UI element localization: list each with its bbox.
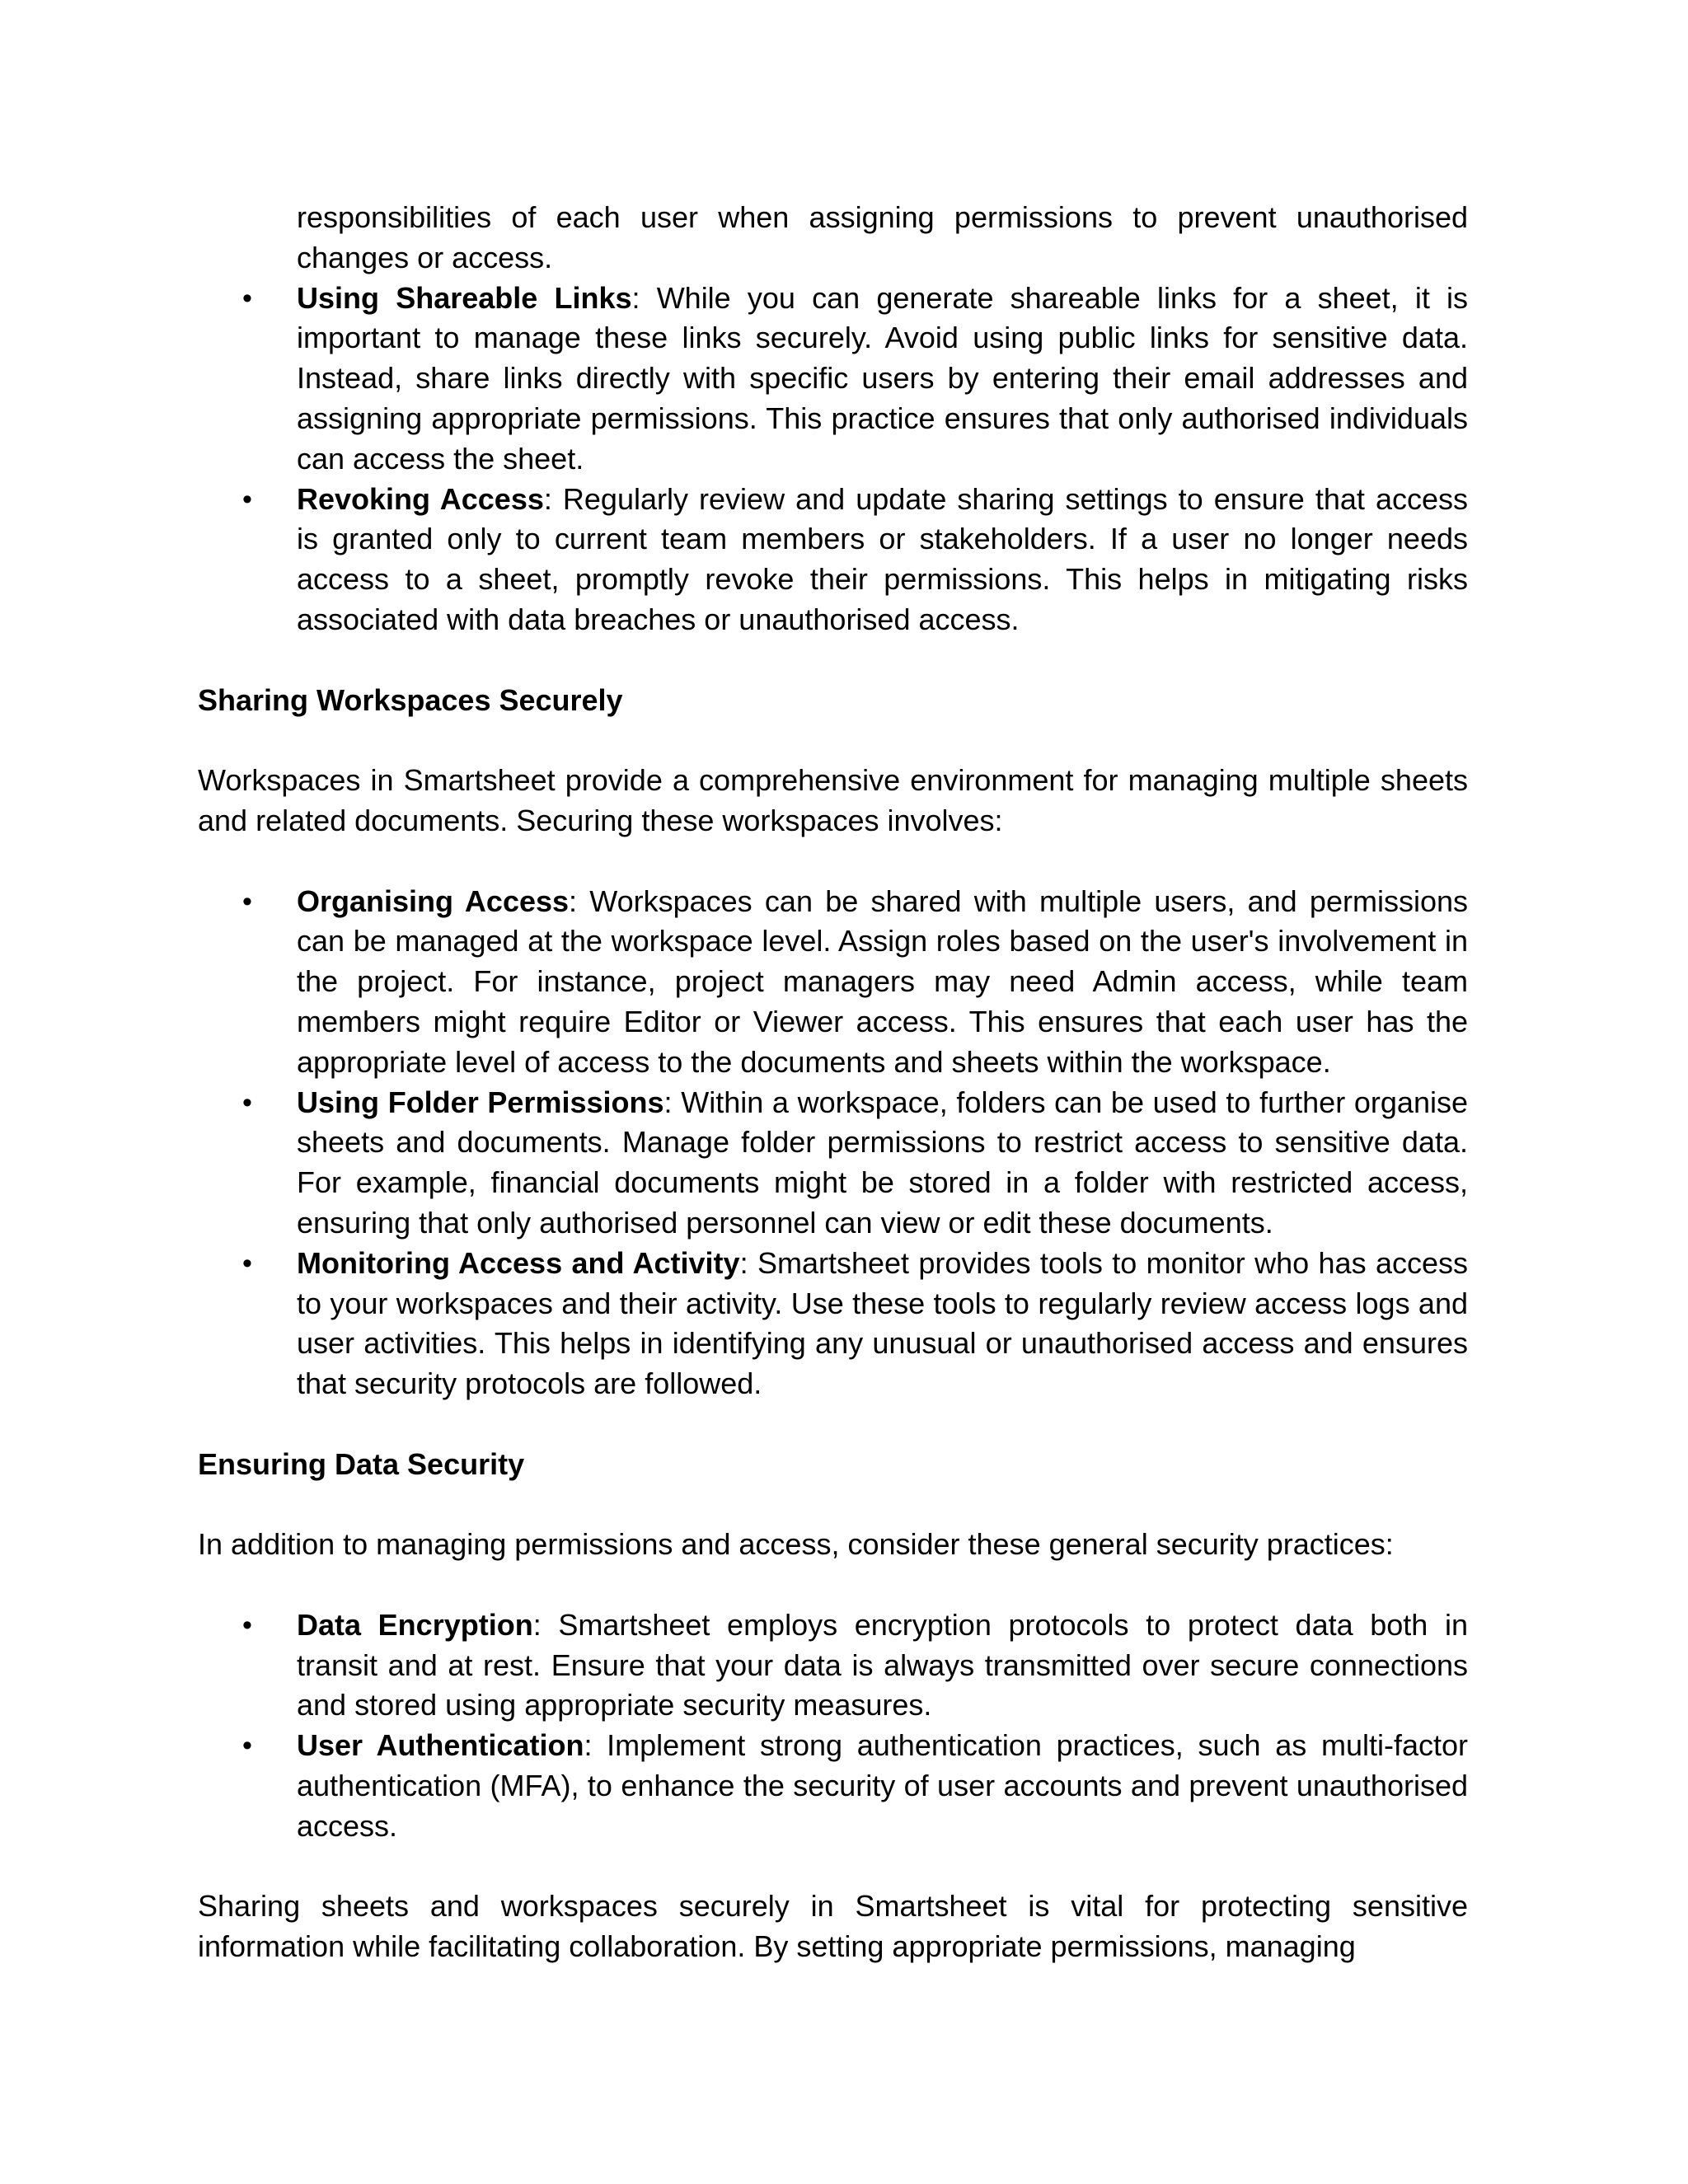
spacer (198, 640, 1468, 681)
bullet-term: User Authentication (297, 1728, 584, 1763)
list-item (198, 882, 1468, 1083)
bullet-icon: • (242, 885, 252, 917)
list-item (198, 1244, 1468, 1404)
workspaces-intro: Workspaces in Smartsheet provide a comprehensive environment for managing multiple sheets and related documents. Securing these workspaces involves: (198, 763, 1468, 837)
conclusion-paragraph: Sharing sheets and workspaces securely in Smartsheet is vital for protecting sensitive information while facilitating collaboration. By setting appropriate permissions, managing (198, 1889, 1468, 1964)
bullet-term: Revoking Access (297, 481, 544, 516)
spacer (198, 720, 1468, 761)
workspaces-list (198, 882, 1468, 1404)
data-security-list (198, 1605, 1468, 1847)
list-item (198, 1083, 1468, 1244)
spacer (198, 1565, 1468, 1605)
bullet-text: : Smartsheet employs encryption protocols to protect data both in transit and at rest. Ensure that your data is always transmitted over secure connections and stored using appropriate security measures. (297, 1607, 1468, 1722)
bullet-icon: • (242, 282, 252, 314)
document-body (198, 198, 1468, 1967)
list-item (198, 1726, 1468, 1846)
bullet-text: : Implement strong authentication practices, such as multi-factor authentication (MFA), to enhance the security of user accounts and prevent unauthorised access. (297, 1728, 1468, 1843)
bullet-text: : Within a workspace, folders can be used to further organise sheets and documents. Manage folder permissions to restrict access to sensitive data. For example, financial documents might be stored in a folder with restricted access, ensuring that only authorised personnel can view or edit these documents. (297, 1085, 1468, 1240)
bullet-icon: • (242, 1247, 252, 1279)
list-item (198, 1605, 1468, 1726)
bullet-icon: • (242, 483, 252, 515)
sharing-sheets-list (198, 279, 1468, 640)
bullet-text: : Regularly review and update sharing settings to ensure that access is granted only to current team members or stakeholders. If a user no longer needs access to a sheet, promptly revoke their permissions. This helps in mitigating risks associated with data breaches or unauthorised access. (297, 481, 1468, 636)
spacer (198, 841, 1468, 882)
bullet-text: : Smartsheet provides tools to monitor who has access to your workspaces and their activity. Use these tools to regularly review access logs and user activities. This helps in identifying any unusual or unauthorised access and ensures that security protocols are followed. (297, 1245, 1468, 1401)
spacer (198, 1404, 1468, 1445)
bullet-text: : Workspaces can be shared with multiple users, and permissions can be managed at the workspace level. Assign roles based on the user's involvement in the project. For instance, project managers may need Admin access, while team members might require Editor or Viewer access. This ensures that each user has the appropriate level of access to the documents and sheets within the workspace. (297, 883, 1468, 1079)
bullet-term: Using Folder Permissions (297, 1085, 664, 1119)
bullet-icon: • (242, 1730, 252, 1762)
bullet-icon: • (242, 1086, 252, 1118)
intro-continuation: responsibilities of each user when assigning permissions to prevent unauthorised changes or access. (297, 200, 1468, 274)
bullet-term: Organising Access (297, 883, 570, 918)
bullet-term: Using Shareable Links (297, 280, 632, 315)
list-item (198, 480, 1468, 640)
bullet-term: Monitoring Access and Activity (297, 1245, 740, 1280)
bullet-icon: • (242, 1609, 252, 1641)
bullet-text: : While you can generate shareable links for a sheet, it is important to manage these links securely. Avoid using public links for sensitive data. Instead, share links directly with specific users by entering their email addresses and assigning appropriate permissions. This practice ensures that only authorised individuals can access the sheet. (297, 280, 1469, 476)
spacer (198, 1847, 1468, 1887)
spacer (198, 1485, 1468, 1526)
section-heading-workspaces: Sharing Workspaces Securely (198, 682, 623, 717)
list-item (198, 279, 1468, 480)
section-heading-data-security: Ensuring Data Security (198, 1446, 525, 1481)
data-security-intro: In addition to managing permissions and access, consider these general security practices: (198, 1527, 1394, 1562)
bullet-term: Data Encryption (297, 1607, 533, 1642)
